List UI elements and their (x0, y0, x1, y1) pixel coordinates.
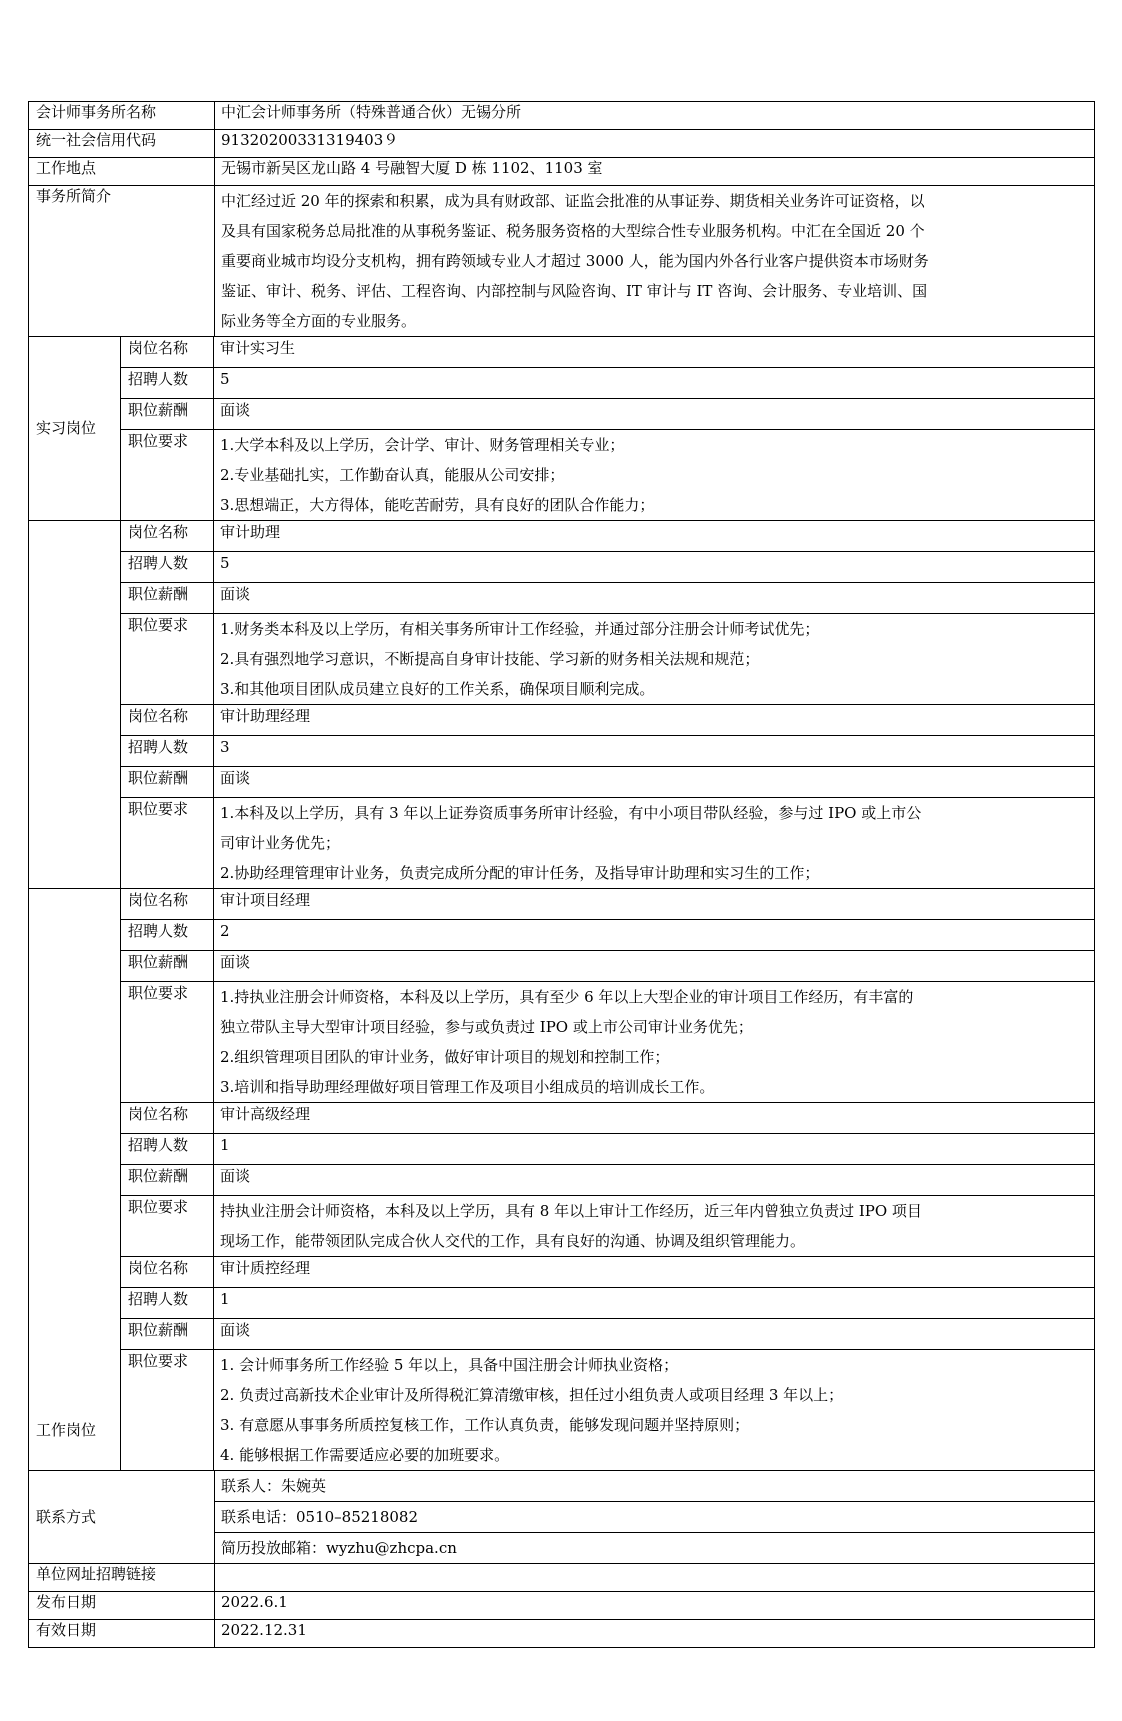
requirement-line: 1.本科及以上学历，具有 3 年以上证券资质事务所审计经验，有中小项目带队经验，参与过 IPO 或上市公 (220, 804, 922, 822)
position-requirements (214, 1196, 1094, 1256)
position-count-row (121, 551, 1094, 582)
position-requirements-row (121, 1349, 1094, 1470)
field-label: 招聘人数 (121, 1134, 214, 1164)
position-requirements-row (121, 613, 1094, 704)
field-label: 招聘人数 (121, 552, 214, 582)
position-salary-row (121, 766, 1094, 797)
field-label: 岗位名称 (121, 889, 214, 919)
intro-line: 及具有国家税务总局批准的从事税务鉴证、税务服务资格的大型综合性专业服务机构。中汇在全国近 20 个 (221, 222, 925, 240)
field-label: 职位要求 (121, 1196, 214, 1256)
field-label: 职位要求 (121, 798, 214, 888)
position-count-row (121, 367, 1094, 398)
contact-details (215, 1471, 1094, 1563)
expiry-date-row (28, 1620, 1095, 1648)
position-count: 2 (220, 922, 230, 940)
position-count: 5 (220, 370, 230, 388)
recruitment-table (28, 101, 1095, 1648)
position-title: 审计高级经理 (220, 1105, 311, 1123)
position-title-row (121, 889, 1094, 919)
contact-label: 联系方式 (29, 1471, 215, 1563)
position-requirements (214, 1350, 1094, 1470)
field-label: 招聘人数 (121, 368, 214, 398)
field-label: 岗位名称 (121, 337, 214, 367)
requirement-line: 3.培训和指导助理经理做好项目管理工作及项目小组成员的培训成长工作。 (220, 1078, 715, 1096)
jobs-block-b-inner (121, 889, 1094, 1470)
position-title: 审计项目经理 (220, 891, 311, 909)
requirement-line: 1.财务类本科及以上学历，有相关事务所审计工作经验，并通过部分注册会计师考试优先； (220, 620, 820, 638)
position-salary-row (121, 582, 1094, 613)
jobs-label: 工作岗位 (29, 889, 121, 1470)
intro-text (215, 186, 1094, 336)
requirement-line: 3. 有意愿从事事务所质控复核工作，工作认真负责，能够发现问题并坚持原则； (220, 1416, 750, 1434)
contact-block (28, 1471, 1095, 1564)
intro-label: 事务所简介 (29, 186, 215, 336)
credit-code-row (28, 130, 1095, 158)
position-count: 3 (220, 738, 230, 756)
expiry-date-label: 有效日期 (29, 1620, 215, 1647)
requirement-line: 2.协助经理管理审计业务，负责完成所分配的审计任务，及指导审计助理和实习生的工作； (220, 864, 820, 882)
field-label: 岗位名称 (121, 705, 214, 735)
field-label: 岗位名称 (121, 1257, 214, 1287)
position-title: 审计质控经理 (220, 1259, 311, 1277)
location-row (28, 158, 1095, 186)
position-title: 审计实习生 (220, 339, 296, 357)
position-requirements-row (121, 981, 1094, 1102)
position-title: 审计助理经理 (220, 707, 311, 725)
field-label: 职位薪酬 (121, 1165, 214, 1195)
requirement-line: 1. 会计师事务所工作经验 5 年以上，具备中国注册会计师执业资格； (220, 1356, 679, 1374)
field-label: 职位要求 (121, 430, 214, 520)
website-label: 单位网址招聘链接 (29, 1564, 215, 1591)
requirement-line: 持执业注册会计师资格，本科及以上学历，具有 8 年以上审计工作经历，近三年内曾独立负责过 IPO 项目 (220, 1202, 922, 1220)
position-salary: 面谈 (220, 769, 251, 787)
requirement-line: 4. 能够根据工作需要适应必要的加班要求。 (220, 1446, 510, 1464)
field-label: 招聘人数 (121, 920, 214, 950)
position-title-row (121, 704, 1094, 735)
jobs-spacer (29, 521, 121, 888)
position-salary: 面谈 (220, 1167, 251, 1185)
internship-label: 实习岗位 (29, 337, 121, 520)
requirement-line: 司审计业务优先； (220, 834, 341, 852)
contact-phone[interactable]: 联系电话：0510–85218082 (215, 1502, 1094, 1533)
firm-name-value: 中汇会计师事务所（特殊普通合伙）无锡分所 (221, 103, 522, 121)
field-label: 职位薪酬 (121, 1319, 214, 1349)
website-row (28, 1564, 1095, 1592)
position-count-row (121, 735, 1094, 766)
position-count: 1 (220, 1290, 230, 1308)
field-label: 职位薪酬 (121, 583, 214, 613)
requirement-line: 1.持执业注册会计师资格，本科及以上学历，具有至少 6 年以上大型企业的审计项目工作经历，有丰富的 (220, 988, 914, 1006)
position-requirements-row (121, 1195, 1094, 1256)
contact-person: 联系人：朱婉英 (215, 1471, 1094, 1502)
credit-code-label: 统一社会信用代码 (29, 130, 215, 157)
contact-email[interactable]: 简历投放邮箱：wyzhu@zhcpa.cn (221, 1539, 457, 1557)
position-salary-row (121, 1164, 1094, 1195)
position-salary-row (121, 398, 1094, 429)
field-label: 岗位名称 (121, 1103, 214, 1133)
position-salary: 面谈 (220, 401, 251, 419)
position-title-row (121, 1256, 1094, 1287)
field-label: 职位要求 (121, 982, 214, 1102)
location-value: 无锡市新吴区龙山路 4 号融智大厦 D 栋 1102、1103 室 (221, 159, 603, 177)
requirement-line: 2.具有强烈地学习意识，不断提高自身审计技能、学习新的财务相关法规和规范； (220, 650, 760, 668)
requirement-line: 3.和其他项目团队成员建立良好的工作关系，确保项目顺利完成。 (220, 680, 655, 698)
requirement-line: 1.大学本科及以上学历，会计学、审计、财务管理相关专业； (220, 436, 625, 454)
position-salary: 面谈 (220, 1321, 251, 1339)
location-label: 工作地点 (29, 158, 215, 185)
firm-name-row (28, 101, 1095, 130)
position-count-row (121, 1133, 1094, 1164)
position-requirements (214, 430, 1094, 520)
position-title-row (121, 521, 1094, 551)
position-count-row (121, 919, 1094, 950)
field-label: 职位薪酬 (121, 951, 214, 981)
position-requirements (214, 982, 1094, 1102)
position-title-row (121, 337, 1094, 367)
requirement-line: 2.专业基础扎实，工作勤奋认真，能服从公司安排； (220, 466, 565, 484)
position-count-row (121, 1287, 1094, 1318)
publish-date-row (28, 1592, 1095, 1620)
internship-position (121, 337, 1094, 520)
jobs-block-b (28, 889, 1095, 1471)
field-label: 招聘人数 (121, 736, 214, 766)
internship-block (28, 337, 1095, 521)
expiry-date-value: 2022.12.31 (221, 1621, 307, 1639)
intro-line: 中汇经过近 20 年的探索和积累，成为具有财政部、证监会批准的从事证券、期货相关业务许可证资格，以 (221, 192, 925, 210)
jobs-block-a-inner (121, 521, 1094, 888)
position-count: 1 (220, 1136, 230, 1154)
intro-row (28, 186, 1095, 337)
position-requirements (214, 614, 1094, 704)
position-requirements (214, 798, 1094, 888)
position-count: 5 (220, 554, 230, 572)
position-salary: 面谈 (220, 953, 251, 971)
requirement-line: 现场工作，能带领团队完成合伙人交代的工作，具有良好的沟通、协调及组织管理能力。 (220, 1232, 806, 1250)
field-label: 招聘人数 (121, 1288, 214, 1318)
field-label: 职位薪酬 (121, 767, 214, 797)
requirement-line: 2.组织管理项目团队的审计业务，做好审计项目的规划和控制工作； (220, 1048, 670, 1066)
publish-date-value: 2022.6.1 (221, 1593, 288, 1611)
intro-line: 鉴证、审计、税务、评估、工程咨询、内部控制与风险咨询、IT 审计与 IT 咨询、会计服务、专业培训、国 (221, 282, 928, 300)
position-title-row (121, 1102, 1094, 1133)
field-label: 岗位名称 (121, 521, 214, 551)
position-salary: 面谈 (220, 585, 251, 603)
intro-line: 际业务等全方面的专业服务。 (221, 312, 417, 330)
intro-line: 重要商业城市均设分支机构，拥有跨领域专业人才超过 3000 人，能为国内外各行业客户提供资本市场财务 (221, 252, 929, 270)
publish-date-label: 发布日期 (29, 1592, 215, 1619)
website-value[interactable] (215, 1564, 1094, 1591)
position-requirements-row (121, 429, 1094, 520)
position-requirements-row (121, 797, 1094, 888)
field-label: 职位要求 (121, 614, 214, 704)
field-label: 职位要求 (121, 1350, 214, 1470)
position-title: 审计助理 (220, 523, 281, 541)
requirement-line: 3.思想端正，大方得体，能吃苦耐劳，具有良好的团队合作能力； (220, 496, 655, 514)
jobs-block-a (28, 521, 1095, 889)
field-label: 职位薪酬 (121, 399, 214, 429)
credit-code-value: 91320200331319403９ (221, 131, 399, 149)
firm-name-label: 会计师事务所名称 (29, 102, 215, 129)
position-salary-row (121, 950, 1094, 981)
requirement-line: 2. 负责过高新技术企业审计及所得税汇算清缴审核，担任过小组负责人或项目经理 3 年以上； (220, 1386, 844, 1404)
position-salary-row (121, 1318, 1094, 1349)
requirement-line: 独立带队主导大型审计项目经验，参与或负责过 IPO 或上市公司审计业务优先； (220, 1018, 753, 1036)
